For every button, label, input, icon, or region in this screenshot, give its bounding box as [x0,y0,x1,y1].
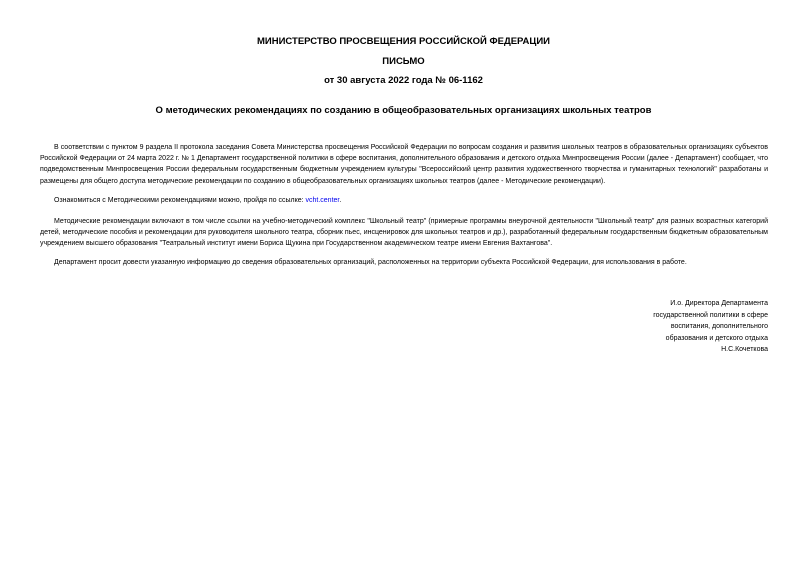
document-subject: О методических рекомендациях по созданию в общеобразовательных организациях школьных театров [155,105,652,116]
document-date-number: от 30 августа 2022 года № 06-1162 [324,75,483,86]
body-paragraph-4: Департамент просит довести указанную информацию до сведения образовательных организаций, расположенных на территории субъекта Российской Федерации, для использования в работе. [54,259,687,266]
signature-line-department-1: государственной политики в сфере [653,311,768,319]
body-paragraph-1: В соответствии с пунктом 9 раздела II протокола заседания Совета Министерства просвещения Российской Федерации по вопросам создания и развития школьных театров в образовательных организациях субъектов Российской Федерации от 24 марта 2022 г. № 1 Департамент государственной политики в сфере воспитания, дополнительного образования и детского отдыха Минпросвещения России (далее - Департамент) сообщает, что подведомственным Минпросвещения России федеральным государственным бюджетным учреждением культуры "Всероссийский центр развития художественного творчества и гуманитарных технологий" разработаны и размещены для общего доступа методические рекомендации по созданию в общеобразовательных организациях школьных театров (далее - Методические рекомендации). [40,144,768,185]
signature-line-department-3: образования и детского отдыха [665,334,768,342]
signature-line-department-2: воспитания, дополнительного [670,323,768,330]
paragraph-2-end: . [339,197,342,204]
body-paragraph-3: Методические рекомендации включают в том числе ссылки на учебно-методический комплекс "Школьный театр" (примерные программы внеурочной деятельности "Школьный театр" для разных возрастных категорий детей, методические пособия и рекомендации для руководителя школьного театра, сборник пьес, инсценировок для школьных театров и др.), разработанный федеральным государственным бюджетным образовательным учреждением высшего образования "Театральный институт имени Бориса Щукина при Государственном академическом театре имени Евгения Вахтангова". [40,218,768,248]
signature-block [653,298,768,356]
document-type: ПИСЬМО [382,56,425,67]
ministry-heading: МИНИСТЕРСТВО ПРОСВЕЩЕНИЯ РОССИЙСКОЙ ФЕДЕРАЦИИ [256,36,551,47]
vcht-center-link[interactable]: vcht.center [305,197,340,204]
signature-line-position: И.о. Директора Департамента [670,300,768,307]
paragraph-2-text: Ознакомиться с Методическими рекомендациями можно, пройдя по ссылке: [54,197,306,204]
body-paragraph-2 [40,195,768,206]
signature-name: Н.С.Кочеткова [721,346,768,353]
